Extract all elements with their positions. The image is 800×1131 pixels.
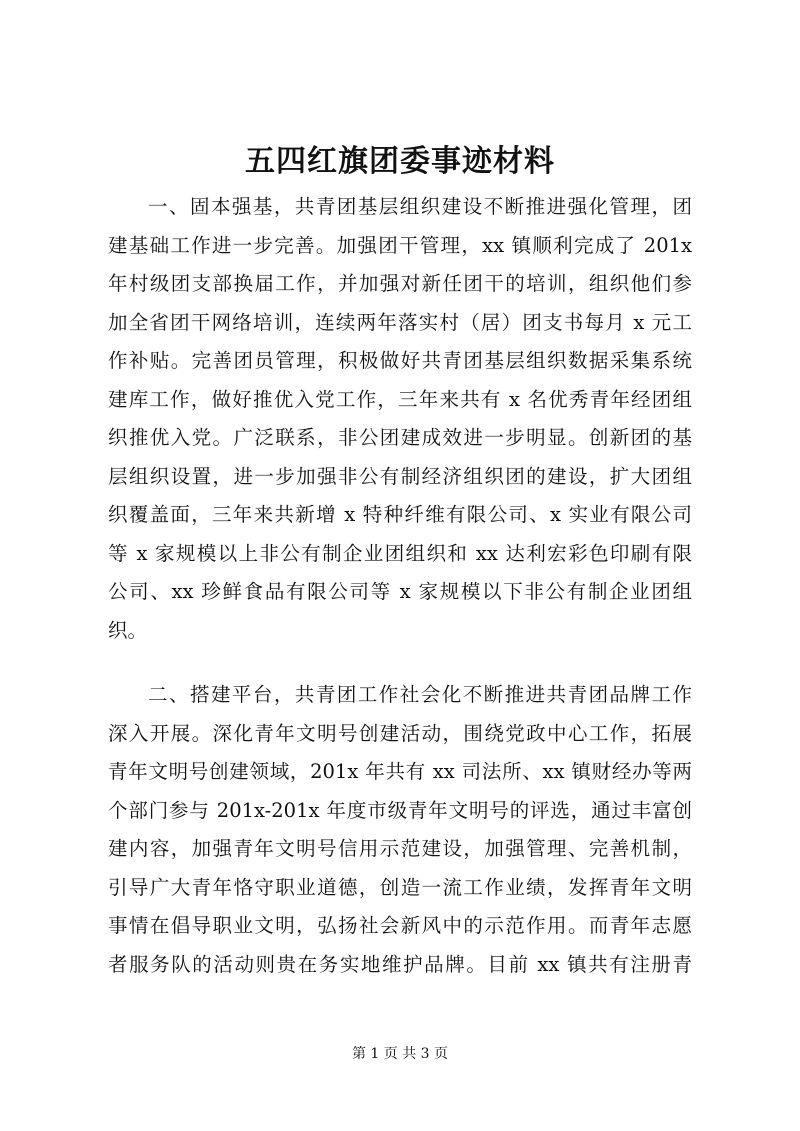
text-line: 青年文明号创建领域，201x 年共有 xx 司法所、xx 镇财经办等两: [108, 760, 692, 783]
text-line: 一、固本强基，共青团基层组织建设不断推进强化管理，团: [148, 195, 692, 218]
text-line: 织覆盖面，三年来共新增 x 特种纤维有限公司、x 实业有限公司: [108, 503, 692, 526]
text-line: 等 x 家规模以上非公有制企业团组织和 xx 达利宏彩色印刷有限: [108, 541, 692, 565]
text-line: 加全省团干网络培训，连续两年落实村（居）团支书每月 x 元工: [108, 310, 692, 334]
text-line: 织。: [108, 618, 148, 642]
text-line: 者服务队的活动则贵在务实地维护品牌。目前 xx 镇共有注册青: [108, 952, 692, 976]
text-line: 建基础工作进一步完善。加强团干管理，xx 镇顺利完成了 201x: [108, 233, 692, 257]
text-line: 事情在倡导职业文明，弘扬社会新风中的示范作用。而青年志愿: [108, 914, 692, 937]
page-number-footer: 第 1 页 共 3 页: [351, 1046, 449, 1062]
text-line: 织推优入党。广泛联系，非公团建成效进一步明显。创新团的基: [108, 426, 692, 449]
paragraph-2: [108, 676, 692, 984]
text-line: 个部门参与 201x-201x 年度市级青年文明号的评选，通过丰富创: [108, 798, 692, 822]
document-title: 五四红旗团委事迹材料: [245, 144, 555, 179]
text-line: 引导广大青年恪守职业道德，创造一流工作业绩，发挥青年文明: [108, 875, 692, 899]
text-line: 二、搭建平台，共青团工作社会化不断推进共青团品牌工作: [148, 683, 692, 706]
text-line: 深入开展。深化青年文明号创建活动，围绕党政中心工作，拓展: [108, 721, 692, 745]
paragraph-gap: [108, 650, 692, 676]
text-line: 年村级团支部换届工作，并加强对新任团干的培训，组织他们参: [108, 272, 692, 295]
paragraph-1: [108, 188, 692, 650]
text-line: 建库工作，做好推优入党工作，三年来共有 x 名优秀青年经团组: [108, 387, 692, 411]
text-line: 建内容，加强青年文明号信用示范建设，加强管理、完善机制，: [108, 837, 692, 860]
document-body: [108, 188, 692, 984]
text-line: 层组织设置，进一步加强非公有制经济组织团的建设，扩大团组: [108, 464, 692, 488]
text-line: 作补贴。完善团员管理，积极做好共青团基层组织数据采集系统: [108, 349, 692, 372]
text-line: 公司、xx 珍鲜食品有限公司等 x 家规模以下非公有制企业团组: [108, 580, 692, 603]
